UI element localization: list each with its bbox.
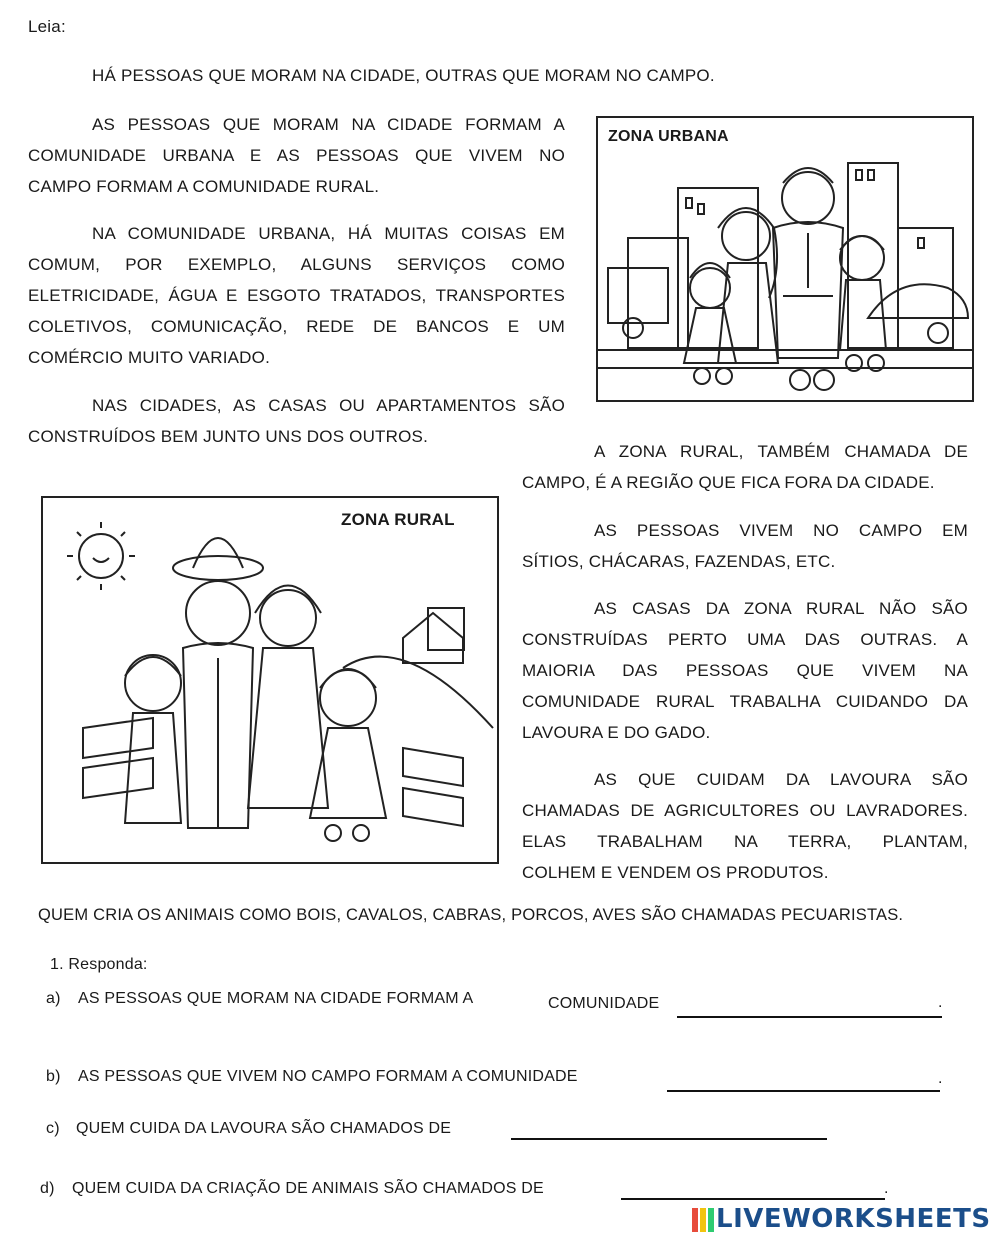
paragraph-rural-homes — [522, 515, 968, 577]
text-line: COMUNIDADE URBANA E AS PESSOAS QUE VIVEM NO — [28, 146, 565, 165]
text-line: CAMPO, É A REGIÃO QUE FICA FORA DA CIDADE. — [522, 473, 935, 492]
question-a-prefix: COMUNIDADE — [548, 995, 660, 1012]
text-line: ELETRICIDADE, ÁGUA E ESGOTO TRATADOS, TRANSPORTES — [28, 286, 565, 305]
exercise-title: 1. Responda: — [50, 956, 148, 973]
answer-d-input[interactable] — [621, 1176, 885, 1200]
question-a-marker: a) — [46, 990, 61, 1007]
paragraph-rural-zone — [522, 436, 968, 498]
text-line: CONSTRUÍDOS BEM JUNTO UNS DOS OUTROS. — [28, 427, 429, 446]
text-line: AS QUE CUIDAM DA LAVOURA SÃO — [594, 770, 968, 789]
text-line: A ZONA RURAL, TAMBÉM CHAMADA DE — [594, 442, 968, 461]
paragraph-city-houses — [28, 390, 565, 452]
text-line: SÍTIOS, CHÁCARAS, FAZENDAS, ETC. — [522, 552, 836, 571]
question-d-end: . — [884, 1180, 889, 1197]
question-b-text: AS PESSOAS QUE VIVEM NO CAMPO FORMAM A COMUNIDADE — [78, 1068, 578, 1085]
text-line: CONSTRUÍDAS PERTO UMA DAS OUTRAS. A — [522, 630, 968, 649]
rural-family-drawing — [43, 498, 497, 862]
intro-text: HÁ PESSOAS QUE MORAM NA CIDADE, OUTRAS QUE MORAM NO CAMPO. — [92, 66, 715, 85]
paragraph-farmers — [522, 764, 968, 888]
question-a-end: . — [938, 994, 943, 1011]
urban-family-drawing — [598, 118, 972, 400]
question-c-marker: c) — [46, 1120, 60, 1137]
answer-b-input[interactable] — [667, 1068, 940, 1092]
paragraph-urban-rural — [28, 109, 565, 202]
text-line: ELAS TRABALHAM NA TERRA, PLANTAM, — [522, 832, 968, 851]
text-line: COMUNIDADE RURAL TRABALHA CUIDANDO DA — [522, 692, 968, 711]
answer-a-input[interactable] — [677, 994, 942, 1018]
question-a-text: AS PESSOAS QUE MORAM NA CIDADE FORMAM A — [78, 990, 474, 1007]
text-line: COLHEM E VENDEM OS PRODUTOS. — [522, 863, 829, 882]
question-d-marker: d) — [40, 1180, 55, 1197]
text-line: CAMPO FORMAM A COMUNIDADE RURAL. — [28, 177, 380, 196]
text-line: COMUM, POR EXEMPLO, ALGUNS SERVIÇOS COMO — [28, 255, 565, 274]
text-line: COLETIVOS, COMUNICAÇÃO, REDE DE BANCOS E UM — [28, 317, 565, 336]
urban-zone-title: ZONA URBANA — [608, 128, 729, 145]
question-b-marker: b) — [46, 1068, 61, 1085]
text-line: MAIORIA DAS PESSOAS QUE VIVEM NA — [522, 661, 968, 680]
paragraph-rural-houses — [522, 593, 968, 748]
question-d-text: QUEM CUIDA DA CRIAÇÃO DE ANIMAIS SÃO CHAMADOS DE — [72, 1180, 544, 1197]
paragraph-urban-community — [28, 218, 565, 373]
paragraph-livestock: QUEM CRIA OS ANIMAIS COMO BOIS, CAVALOS, CABRAS, PORCOS, AVES SÃO CHAMADAS PECUARISTAS. — [38, 906, 904, 924]
urban-zone-illustration — [596, 116, 974, 402]
text-line: AS PESSOAS VIVEM NO CAMPO EM — [594, 521, 968, 540]
text-line: NAS CIDADES, AS CASAS OU APARTAMENTOS SÃO — [92, 396, 565, 415]
liveworksheets-logo-text: LIVEWORKSHEETS — [716, 1204, 991, 1234]
rural-zone-illustration — [41, 496, 499, 864]
question-c-text: QUEM CUIDA DA LAVOURA SÃO CHAMADOS DE — [76, 1120, 452, 1137]
answer-c-input[interactable] — [511, 1116, 827, 1140]
text-line: AS CASAS DA ZONA RURAL NÃO SÃO — [594, 599, 968, 618]
text-line: COMÉRCIO MUITO VARIADO. — [28, 348, 270, 367]
rural-zone-title: ZONA RURAL — [341, 510, 455, 529]
text-line: LAVOURA E DO GADO. — [522, 723, 711, 742]
text-line: NA COMUNIDADE URBANA, HÁ MUITAS COISAS EM — [92, 224, 565, 243]
text-line: CHAMADAS DE AGRICULTORES OU LAVRADORES. — [522, 801, 968, 820]
question-b-end: . — [938, 1070, 943, 1087]
read-label: Leia: — [28, 17, 66, 36]
liveworksheets-logo-icon — [692, 1208, 714, 1232]
text-line: AS PESSOAS QUE MORAM NA CIDADE FORMAM A — [92, 115, 565, 134]
